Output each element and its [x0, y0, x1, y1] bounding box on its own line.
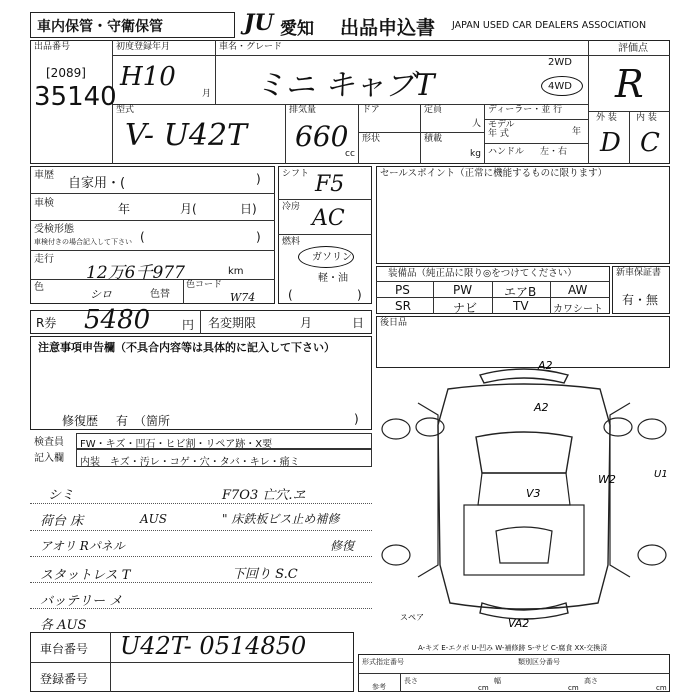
note-line1b: F7O3 亡穴.ヱ: [222, 488, 306, 503]
shape-label: 形状: [362, 134, 381, 144]
fuel-gasoline-circle: [298, 246, 354, 268]
recycle-block: [30, 310, 372, 334]
color-label: 色: [34, 282, 44, 293]
equip-navi: ナビ: [453, 301, 478, 315]
equip-airbag: エアB: [504, 285, 537, 299]
mark-w2: W2: [598, 473, 616, 486]
checker-row2-text: キズ・汚レ・コゲ・穴・タバ・キレ・痛ミ: [110, 457, 300, 468]
checker-row1-text: FW・キズ・凹石・ヒビ割・リペア跡・X要: [80, 439, 273, 450]
later-docs-label: 後日品: [380, 318, 408, 328]
equip-tv: TV: [513, 299, 529, 313]
acceptance-label: 受検形態: [34, 224, 74, 235]
acceptance-note: 車検付きの場合記入して下さい: [34, 238, 132, 246]
sales-point-block: [376, 166, 670, 264]
rating-value: R: [615, 62, 644, 106]
name-change-month: 月: [300, 316, 313, 330]
fuel-diesel: 軽・油: [318, 273, 348, 284]
fuel-close: ): [357, 288, 362, 302]
spare-label: スペア: [400, 613, 424, 622]
acceptance-open: (: [140, 230, 145, 244]
warranty-label: 新車保証書: [616, 268, 662, 278]
registration-no-label: 登録番号: [40, 672, 89, 686]
note-line3b: 修復: [330, 539, 355, 553]
class-designation-label: 類別区分番号: [518, 658, 560, 666]
rating-label: 評価点: [618, 43, 648, 54]
note-line5: バッテリー メ: [40, 594, 123, 609]
color-value: シロ: [90, 288, 112, 301]
repair-value: 有: [116, 414, 129, 428]
load-unit: kg: [470, 149, 481, 159]
mark-a2-top: A2: [538, 359, 553, 372]
height-label: 高さ: [584, 677, 598, 685]
color-code-value: W74: [230, 291, 256, 304]
equip-pw: PW: [453, 283, 473, 297]
form-title: 出品申込書: [340, 17, 436, 39]
note-line2b: AUS: [140, 512, 167, 526]
note-line4b: 下回り S.C: [232, 567, 298, 582]
chassis-value: U42T- 0514850: [120, 632, 307, 660]
checker-label: 検査員: [34, 437, 64, 448]
interior-value: C: [640, 128, 660, 158]
doors-label: ドア: [362, 105, 380, 115]
repair-location-close: ): [354, 412, 359, 426]
registration-label: 初度登録年月: [116, 42, 171, 52]
drive-4wd-circle: [541, 76, 583, 96]
association-name: 愛知: [280, 19, 314, 39]
length-unit: cm: [478, 684, 489, 692]
storage-title-box: [30, 12, 235, 38]
storage-title: 車内保管・守衛保管: [37, 19, 163, 35]
ac-value: AC: [312, 206, 345, 231]
lot-number: 35140: [34, 82, 117, 112]
history-block: [30, 166, 275, 304]
year-label: 年 式: [488, 129, 509, 139]
history-value: 自家用・(: [68, 176, 126, 191]
checker-entry-label: 記入欄: [34, 453, 64, 464]
dealer-label: ディーラー・並 行: [488, 105, 563, 115]
lot-sub-number: [2089]: [46, 66, 86, 80]
recycle-label: R券: [36, 316, 57, 330]
note-line1a: シミ: [48, 488, 75, 503]
equipment-label: 装備品（純正品に限り◎をつけてください）: [388, 268, 577, 279]
ref-label: 参考: [372, 683, 386, 691]
warranty-options: 有・無: [622, 293, 659, 307]
recycle-value: 5480: [84, 305, 151, 335]
history-label: 車歴: [34, 170, 54, 181]
equip-sr: SR: [395, 299, 411, 313]
interior-label: 内 装: [636, 113, 657, 123]
model-label: 型式: [116, 105, 135, 115]
equip-aw: AW: [568, 283, 588, 297]
inspection-year: 年: [118, 202, 131, 216]
mark-u1: U1: [654, 469, 668, 480]
capacity-label: 定員: [424, 105, 443, 115]
registration-month-label: 月: [202, 89, 212, 99]
recycle-unit: 円: [182, 318, 195, 332]
car-name-label: 車名・グレード: [219, 42, 283, 52]
car-name-value: ミニ キャブT: [255, 68, 435, 103]
handle-label: ハンドル: [488, 147, 525, 157]
note-line4a: スタットレス T: [40, 568, 131, 583]
displacement-value: 660: [295, 120, 349, 153]
lot-label: 出品番号: [34, 42, 71, 52]
shift-value: F5: [315, 172, 345, 197]
history-close: ): [256, 172, 261, 186]
load-label: 積載: [424, 134, 443, 144]
type-designation-label: 形式指定番号: [362, 658, 404, 666]
color-change-label: 色替: [150, 289, 170, 300]
length-label: 長さ: [404, 677, 418, 685]
drive-2wd: 2WD: [548, 57, 572, 68]
name-change-day: 日: [352, 316, 365, 330]
fuel-label: 燃料: [282, 237, 301, 247]
note-line3a: アオリ Rパネル: [40, 539, 125, 553]
exterior-label: 外 装: [596, 113, 617, 123]
mileage-value: 12万6千977: [86, 263, 185, 283]
displacement-unit: cc: [345, 149, 355, 159]
shift-label: シフト: [282, 169, 310, 179]
drive-4wd: 4WD: [548, 81, 572, 92]
registration-value: H10: [120, 62, 176, 92]
chassis-label: 車台番号: [40, 642, 89, 656]
exterior-value: D: [600, 128, 621, 158]
note-line6: 各 AUS: [40, 618, 87, 633]
color-code-label: 色コード: [186, 280, 223, 290]
model-year-label: モデル: [488, 120, 515, 130]
notes-label: 注意事項申告欄（不具合内容等は具体的に記入して下さい）: [38, 341, 335, 354]
mark-v3: V3: [526, 487, 541, 500]
acceptance-close: ): [256, 230, 261, 244]
repair-location-label: （箇所: [134, 414, 171, 428]
mark-va2: VA2: [508, 617, 530, 630]
year-unit: 年: [572, 127, 582, 137]
inspection-day: 日): [240, 202, 257, 216]
name-change-label: 名変期限: [208, 316, 257, 330]
checker-row2-label: 内装: [80, 457, 100, 468]
inspection-label: 車検: [34, 198, 54, 209]
mileage-label: 走行: [34, 254, 54, 265]
ju-logo: JU: [244, 10, 274, 36]
fuel-open: (: [288, 288, 293, 302]
equip-ps: PS: [395, 283, 410, 297]
sales-point-label: セールスポイント（正常に機能するものに限ります）: [380, 168, 608, 179]
handle-options: 左・右: [540, 147, 568, 157]
ac-label: 冷房: [282, 202, 301, 212]
car-diagram: [378, 355, 670, 633]
note-line2a: 荷台 床: [40, 514, 84, 529]
note-line2c: " 床鉄板ビス止め補修: [222, 512, 340, 526]
inspection-month: 月(: [180, 202, 197, 216]
mark-a2-hood: A2: [534, 401, 549, 414]
capacity-unit: 人: [472, 119, 482, 129]
equip-seat: カワシート: [553, 304, 603, 315]
displacement-label: 排気量: [289, 105, 317, 115]
mileage-unit: km: [228, 266, 244, 277]
width-label: 幅: [494, 677, 501, 685]
width-unit: cm: [568, 684, 579, 692]
diagram-legend: A-キズ E-エクボ U-凹み W-補修跡 S-サビ C-腐食 XX-交換済: [418, 644, 608, 652]
english-title: JAPAN USED CAR DEALERS ASSOCIATION: [452, 20, 647, 31]
height-unit: cm: [656, 684, 667, 692]
repair-label: 修復歴: [62, 414, 99, 428]
fuel-gasoline: ガソリン: [312, 252, 352, 263]
model-value: V- U42T: [125, 118, 248, 153]
